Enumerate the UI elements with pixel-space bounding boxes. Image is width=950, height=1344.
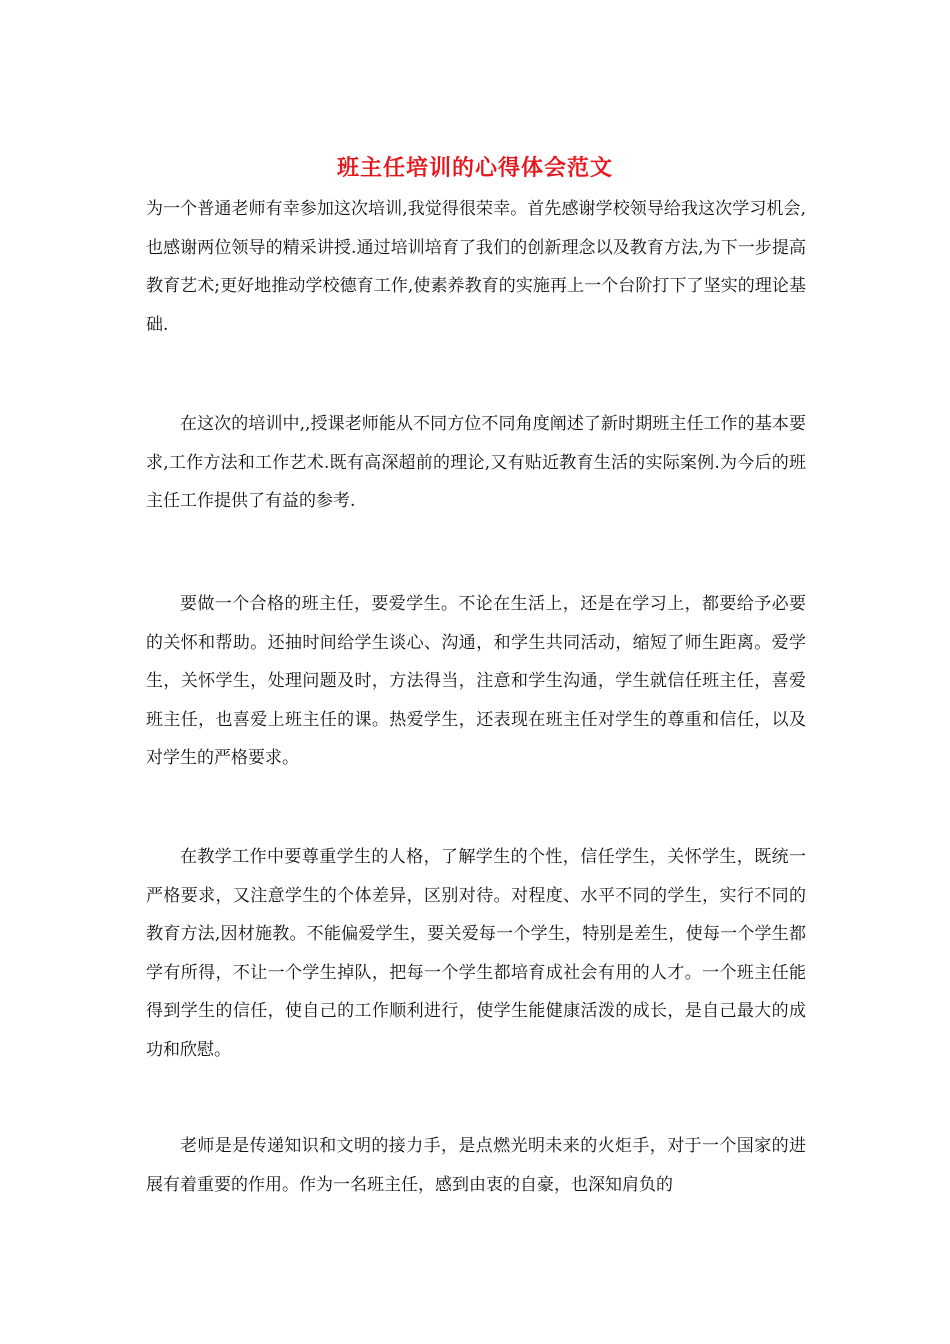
paragraph: 要做一个合格的班主任，要爱学生。不论在生活上，还是在学习上，都要给予必要的关怀和帮助。还抽时间给学生谈心、沟通，和学生共同活动，缩短了师生距离。爱学生，关怀学生，处理问题及时，方法得当，注意和学生沟通，学生就信任班主任，喜爱班主任，也喜爱上班主任的课。热爱学生，还表现在班主任对学生的尊重和信任，以及对学生的严格要求。 [146, 594, 806, 768]
paragraph: 在这次的培训中,,授课老师能从不同方位不同角度阐述了新时期班主任工作的基本要求,工作方法和工作艺术.既有高深超前的理论,又有贴近教育生活的实际案例.为今后的班主任工作提供了有益的参考. [146, 414, 806, 511]
paragraph: 为一个普通老师有幸参加这次培训,我觉得很荣幸。首先感谢学校领导给我这次学习机会,也感谢两位领导的精采讲授.通过培训培育了我们的创新理念以及教育方法,为下一步提高教育艺术;更好地推动学校德育工作,使素养教育的实施再上一个台阶打下了坚实的理论基础. [146, 199, 806, 335]
paragraph: 在教学工作中要尊重学生的人格，了解学生的个性，信任学生，关怀学生，既统一严格要求，又注意学生的个体差异，区别对待。对程度、水平不同的学生，实行不同的教育方法,因材施教。不能偏爱学生，要关爱每一个学生，特别是差生，使每一个学生都学有所得，不让一个学生掉队，把每一个学生都培育成社会有用的人才。一个班主任能得到学生的信任，使自己的工作顺利进行，使学生能健康活泼的成长，是自己最大的成功和欣慰。 [146, 847, 806, 1060]
paragraph: 老师是是传递知识和文明的接力手，是点燃光明未来的火炬手，对于一个国家的进展有着重要的作用。作为一名班主任，感到由衷的自豪，也深知肩负的 [146, 1136, 806, 1195]
document-title: 班主任培训的心得体会范文 [336, 155, 613, 181]
